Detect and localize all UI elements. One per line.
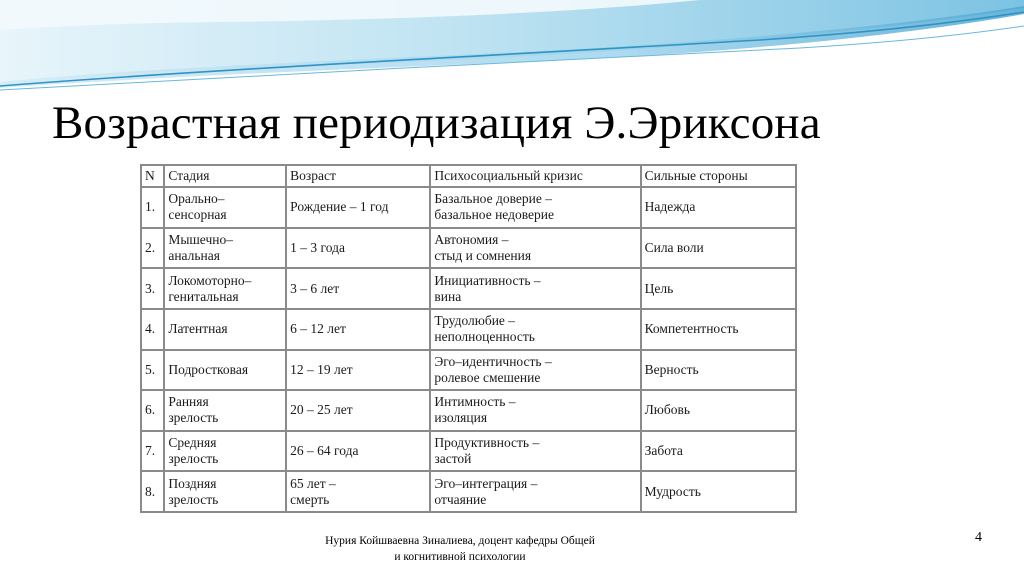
stage-cell xyxy=(165,391,285,430)
stage-line: анальная xyxy=(168,247,220,263)
table-row xyxy=(142,351,795,390)
crisis-line: неполноценность xyxy=(434,329,535,345)
age-line: 26 – 64 года xyxy=(290,443,359,459)
stage-cell xyxy=(165,310,285,349)
crisis-cell xyxy=(431,269,639,308)
stage-line: Поздняя xyxy=(168,475,217,491)
slide-title: Возрастная периодизация Э.Эриксона xyxy=(52,97,821,149)
crisis-line: Продуктивность – xyxy=(434,435,540,451)
age-cell xyxy=(287,391,429,430)
row-number: 6. xyxy=(142,391,163,430)
row-number: 8. xyxy=(142,472,163,511)
strength-cell: Сила воли xyxy=(642,229,795,268)
slide-footer xyxy=(250,533,670,565)
stage-cell xyxy=(165,229,285,268)
crisis-line: ролевое смешение xyxy=(434,369,541,385)
table-row xyxy=(142,472,795,511)
stage-line: Орально– xyxy=(168,191,225,207)
stage-cell xyxy=(165,269,285,308)
stage-cell xyxy=(165,351,285,390)
decorative-wave-banner xyxy=(0,0,1024,95)
stage-line: Подростковая xyxy=(168,361,249,377)
footer-department-line: и когнитивной психологии xyxy=(394,551,526,563)
row-number: 1. xyxy=(142,188,163,227)
stage-line: зрелость xyxy=(168,491,219,507)
age-line: 20 – 25 лет xyxy=(290,402,353,418)
crisis-cell xyxy=(431,472,639,511)
strength-cell: Мудрость xyxy=(642,472,795,511)
column-header-crisis: Психосоциальный кризис xyxy=(431,166,639,186)
crisis-line: отчаяние xyxy=(434,491,487,507)
stage-line: сенсорная xyxy=(168,207,227,223)
crisis-line: Эго–идентичность – xyxy=(434,353,552,369)
crisis-line: Эго–интеграция – xyxy=(434,475,538,491)
crisis-line: Автономия – xyxy=(434,231,509,247)
stage-line: Мышечно– xyxy=(168,231,233,247)
age-cell xyxy=(287,432,429,471)
column-header-strengths: Сильные стороны xyxy=(642,166,795,186)
age-line: 1 – 3 года xyxy=(290,239,345,255)
crisis-cell xyxy=(431,188,639,227)
stage-line: Средняя xyxy=(168,435,217,451)
crisis-line: Инициативность – xyxy=(434,272,541,288)
age-line: 12 – 19 лет xyxy=(290,361,353,377)
row-number: 5. xyxy=(142,351,163,390)
row-number: 2. xyxy=(142,229,163,268)
table-row xyxy=(142,269,795,308)
crisis-line: базальное недоверие xyxy=(434,207,554,223)
age-cell xyxy=(287,229,429,268)
strength-cell: Любовь xyxy=(642,391,795,430)
table-row xyxy=(142,310,795,349)
age-line: Рождение – 1 год xyxy=(290,199,389,215)
crisis-line: Трудолюбие – xyxy=(434,313,516,329)
crisis-cell xyxy=(431,229,639,268)
table-row xyxy=(142,229,795,268)
column-header-stage: Стадия xyxy=(165,166,285,186)
erikson-periodization-table xyxy=(140,164,797,513)
crisis-line: Базальное доверие – xyxy=(434,191,552,207)
stage-cell xyxy=(165,472,285,511)
age-cell xyxy=(287,269,429,308)
strength-cell: Цель xyxy=(642,269,795,308)
strength-cell: Верность xyxy=(642,351,795,390)
strength-cell: Надежда xyxy=(642,188,795,227)
stage-cell xyxy=(165,432,285,471)
table-row xyxy=(142,391,795,430)
footer-author-line: Нурия Койшваевна Зиналиева, доцент кафедры Общей xyxy=(325,535,595,547)
crisis-cell xyxy=(431,351,639,390)
table-row xyxy=(142,188,795,227)
row-number: 4. xyxy=(142,310,163,349)
age-cell xyxy=(287,351,429,390)
stage-line: Ранняя xyxy=(168,394,209,410)
row-number: 3. xyxy=(142,269,163,308)
stage-line: Локомоторно– xyxy=(168,272,252,288)
crisis-cell xyxy=(431,391,639,430)
strength-cell: Компетентность xyxy=(642,310,795,349)
crisis-line: Интимность – xyxy=(434,394,516,410)
stage-line: Латентная xyxy=(168,321,228,337)
strength-cell: Забота xyxy=(642,432,795,471)
age-line: 6 – 12 лет xyxy=(290,321,346,337)
crisis-line: изоляция xyxy=(434,410,488,426)
table-header-row xyxy=(142,166,795,186)
crisis-cell xyxy=(431,310,639,349)
page-number: 4 xyxy=(975,530,982,545)
column-header-age: Возраст xyxy=(287,166,429,186)
age-cell xyxy=(287,472,429,511)
stage-line: генитальная xyxy=(168,288,239,304)
stage-line: зрелость xyxy=(168,410,219,426)
crisis-line: вина xyxy=(434,288,462,304)
stage-line: зрелость xyxy=(168,451,219,467)
age-line: смерть xyxy=(290,491,330,507)
stage-cell xyxy=(165,188,285,227)
column-header-number: N xyxy=(142,166,163,186)
crisis-cell xyxy=(431,432,639,471)
age-cell xyxy=(287,188,429,227)
crisis-line: стыд и сомнения xyxy=(434,247,532,263)
table-row xyxy=(142,432,795,471)
age-cell xyxy=(287,310,429,349)
age-line: 65 лет – xyxy=(290,475,336,491)
age-line: 3 – 6 лет xyxy=(290,280,340,296)
crisis-line: застой xyxy=(434,451,472,467)
row-number: 7. xyxy=(142,432,163,471)
